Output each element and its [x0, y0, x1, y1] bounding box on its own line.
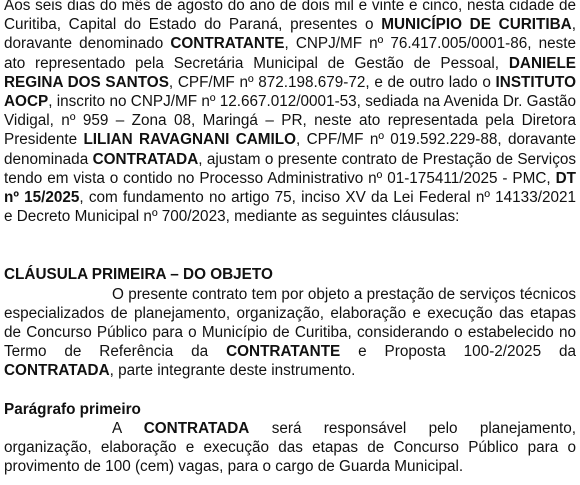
preamble-text-8: , com fundamento no artigo 75, inciso XV da Lei Federal nº 14133/2021 e Decreto Municipal nº 700/2023, mediante as seguintes cláusulas:	[4, 189, 576, 226]
clause-1-contratante: CONTRATANTE	[226, 343, 341, 361]
preamble-text-5: , inscrito no CNPJ/MF nº 12.667.012/0001-53, sediada na Avenida Dr. Gastão Vidigal, nº 959 – Zona 08, Maringá – PR, neste ato representada pela Diretora Presidente	[4, 93, 576, 149]
clause-1-body	[4, 285, 576, 381]
representative-lilian: LILIAN RAVAGNANI CAMILO	[83, 131, 297, 149]
preamble-text-1: Aos seis dias do mês de agosto do ano de dois mil e vinte e cinco, nesta cidade de Curitiba, Capital do Estado do Paraná, presentes o	[4, 0, 576, 34]
dt-number: DT nº 15/2025	[4, 169, 576, 207]
preamble-text-3: , CNPJ/MF nº 76.417.005/0001-86, neste ato representado pela Secretária Municipal de Gestão de Pessoal,	[4, 35, 576, 72]
preamble-text-2: , doravante denominado	[4, 16, 576, 53]
party-contratada-label: CONTRATADA	[92, 150, 199, 168]
paragraph-1-text-1: A	[112, 419, 144, 437]
preamble-text-7: , ajustam o presente contrato de Prestação de Serviços tendo em vista o contido no Processo Administrativo nº 01-175411/2025 - PMC,	[4, 150, 576, 187]
contract-document	[4, 0, 576, 476]
paragraph-1-heading: Parágrafo primeiro	[4, 400, 141, 418]
representative-daniele: DANIELE REGINA DOS SANTOS	[4, 54, 576, 91]
preamble-text-4: , CPF/MF nº 872.198.679-72, e de outro lado o	[168, 73, 496, 91]
party-municipio: MUNICÍPIO DE CURITIBA	[381, 16, 572, 34]
clause-1-text-3: , parte integrante deste instrumento.	[109, 362, 356, 380]
preamble-text-6: , CPF/MF nº 019.592.229-88, doravante denominada	[4, 131, 576, 168]
preamble-paragraph	[4, 0, 576, 226]
paragraph-1-text-2: será responsável pelo planejamento, organização, elaboração e execução das etapas de Concurso Público para o provimento de 100 (cem) vagas, para o cargo de Guarda Municipal.	[4, 419, 576, 476]
clause-1-text-2: e Proposta 100-2/2025 da	[340, 343, 576, 361]
clause-1-heading: CLÁUSULA PRIMEIRA – DO OBJETO	[4, 266, 273, 284]
clause-1-contratada: CONTRATADA	[4, 362, 110, 380]
paragraph-1-body	[4, 419, 576, 477]
party-instituto: INSTITUTO AOCP	[4, 73, 576, 111]
clause-1-text-1: O presente contrato tem por objeto a prestação de serviços técnicos especializados de planejamento, organização, elaboração e execução das etapas de Concurso Público para o Município de Curitiba, considerando o estabelecido no Termo de Referência da	[4, 285, 576, 361]
paragraph-1-contratada: CONTRATADA	[143, 419, 250, 437]
party-contratante-label: CONTRATANTE	[170, 35, 285, 53]
